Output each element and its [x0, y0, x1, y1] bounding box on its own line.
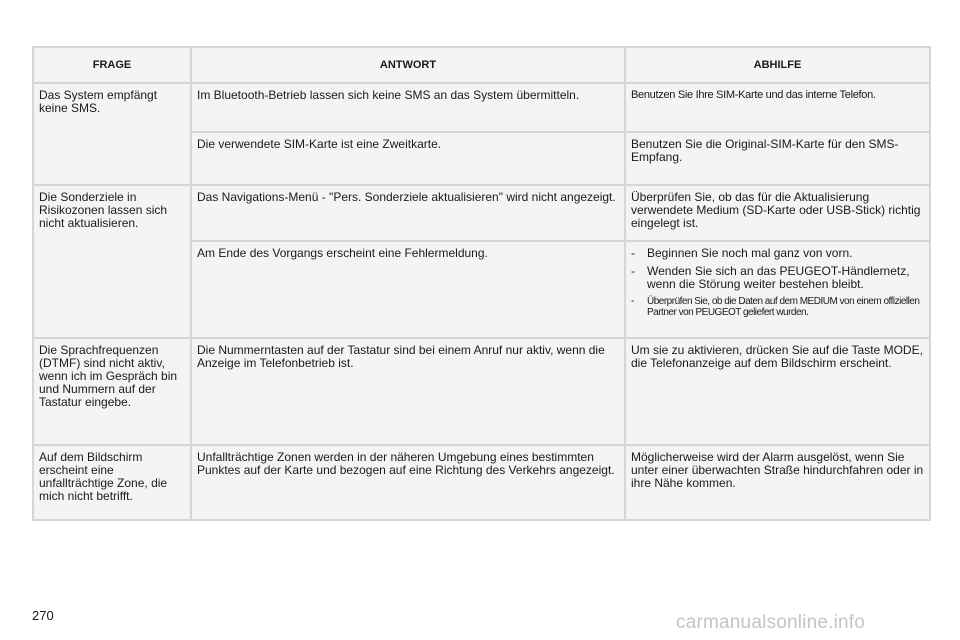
- answer-cell: Am Ende des Vorgangs erscheint eine Fehlermeldung.: [191, 241, 625, 338]
- list-item: - Wenden Sie sich an das PEUGEOT-Händlernetz, wenn die Störung weiter bestehen bleibt.: [631, 264, 910, 291]
- answer-cell: Die Nummerntasten auf der Tastatur sind bei einem Anruf nur aktiv, wenn die Anzeige im Telefonbetrieb ist.: [191, 338, 625, 445]
- remedy-steps-list: [631, 247, 924, 318]
- answer-cell: Das Navigations-Menü - "Pers. Sonderziele aktualisieren" wird nicht angezeigt.: [191, 185, 625, 241]
- header-row: [33, 47, 930, 83]
- answer-cell: Unfallträchtige Zonen werden in der näheren Umgebung eines bestimmten Punktes auf der Karte und bezogen auf eine Richtung des Verkehrs angezeigt.: [191, 445, 625, 520]
- question-cell: Die Sonderziele in Risikozonen lassen sich nicht aktualisieren.: [33, 185, 191, 338]
- step-text: Wenden Sie sich an das PEUGEOT-Händlernetz, wenn die Störung weiter bestehen bleibt.: [647, 264, 910, 291]
- remedy-cell: Benutzen Sie die Original-SIM-Karte für den SMS-Empfang.: [625, 132, 930, 185]
- remedy-cell: Um sie zu aktivieren, drücken Sie auf die Taste MODE, die Telefonanzeige auf dem Bildschirm erscheint.: [625, 338, 930, 445]
- remedy-cell: Möglicherweise wird der Alarm ausgelöst, wenn Sie unter einer überwachten Straße hindurchfahren oder in ihre Nähe kommen.: [625, 445, 930, 520]
- answer-cell: Im Bluetooth-Betrieb lassen sich keine SMS an das System übermitteln.: [191, 83, 625, 132]
- remedy-cell: [625, 241, 930, 338]
- watermark: carmanualsonline.info: [676, 612, 866, 633]
- header-question: FRAGE: [33, 47, 191, 83]
- answer-cell: Die verwendete SIM-Karte ist eine Zweitkarte.: [191, 132, 625, 185]
- faq-table: [32, 46, 931, 521]
- list-item: - Überprüfen Sie, ob die Daten auf dem MEDIUM von einem offiziellen Partner von PEUGEOT geliefert wurden.: [631, 296, 920, 318]
- header-answer: ANTWORT: [191, 47, 625, 83]
- remedy-cell: Überprüfen Sie, ob das für die Aktualisierung verwendete Medium (SD-Karte oder USB-Stick) richtig eingelegt ist.: [625, 185, 930, 241]
- question-cell: Auf dem Bildschirm erscheint eine unfallträchtige Zone, die mich nicht betrifft.: [33, 445, 191, 520]
- page-number: 270: [32, 608, 54, 623]
- table-row: [33, 445, 930, 520]
- step-text: Beginnen Sie noch mal ganz von vorn.: [647, 246, 853, 260]
- table-row: [33, 83, 930, 132]
- step-text: Überprüfen Sie, ob die Daten auf dem MEDIUM von einem offiziellen Partner von PEUGEOT geliefert wurden.: [647, 296, 920, 318]
- table-row: [33, 185, 930, 241]
- question-cell: Die Sprachfrequenzen (DTMF) sind nicht aktiv, wenn ich im Gespräch bin und Nummern auf der Tastatur eingebe.: [33, 338, 191, 445]
- question-cell: Das System empfängt keine SMS.: [33, 83, 191, 185]
- list-item: - Beginnen Sie noch mal ganz von vorn.: [631, 246, 853, 260]
- header-remedy: ABHILFE: [625, 47, 930, 83]
- remedy-cell: Benutzen Sie Ihre SIM-Karte und das interne Telefon.: [625, 83, 930, 132]
- table-row: [33, 338, 930, 445]
